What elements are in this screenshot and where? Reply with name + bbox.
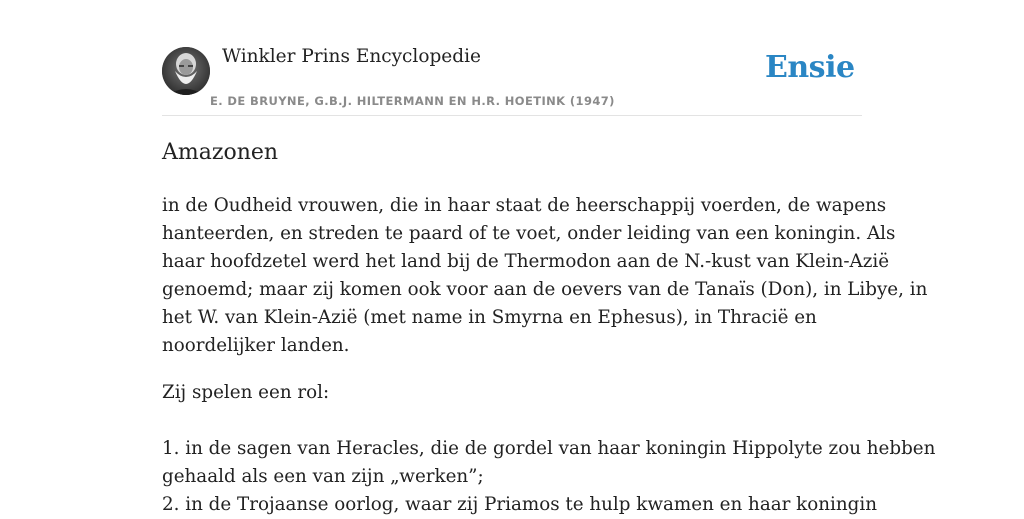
entry-paragraph xyxy=(162,192,928,360)
header-divider xyxy=(162,115,862,116)
authors-line: E. DE BRUYNE, G.B.J. HILTERMANN EN H.R. HOETINK (1947) xyxy=(210,94,615,108)
text-line: genoemd; maar zij komen ook voor aan de oevers van de Tanaïs (Don), in Libye, in xyxy=(162,279,928,300)
author-avatar xyxy=(162,47,210,95)
entry-title: Amazonen xyxy=(162,140,279,165)
portrait-icon xyxy=(162,47,210,95)
text-line: noordelijker landen. xyxy=(162,335,350,356)
text-line: in de Oudheid vrouwen, die in haar staat de heerschappij voerden, de wapens xyxy=(162,195,887,216)
list-line: 1. in de sagen van Heracles, die de gordel van haar koningin Hippolyte zou hebben xyxy=(162,438,936,459)
source-title[interactable]: Winkler Prins Encyclopedie xyxy=(222,46,481,67)
text-line: hanteerden, en streden te paard of te voet, onder leiding van een koningin. Als xyxy=(162,223,896,244)
entry-paragraph-intro: Zij spelen een rol: xyxy=(162,382,330,403)
text-line: het W. van Klein-Azië (met name in Smyrna en Ephesus), in Thracië en xyxy=(162,307,817,328)
list-line: 2. in de Trojaanse oorlog, waar zij Priamos te hulp kwamen en haar koningin xyxy=(162,494,877,515)
entry-list xyxy=(162,435,936,519)
text-line: haar hoofdzetel werd het land bij de Thermodon aan de N.-kust van Klein-Azië xyxy=(162,251,890,272)
list-line: gehaald als een van zijn „werken”; xyxy=(162,466,484,487)
brand-logo[interactable]: Ensie xyxy=(765,50,855,85)
